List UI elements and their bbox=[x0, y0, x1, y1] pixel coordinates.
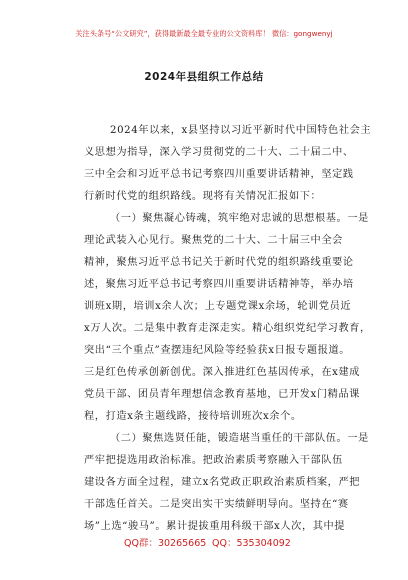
body-line: 精神，聚焦习近平总书记关于新时代党的组织路线重要论 bbox=[84, 257, 354, 268]
body-line: 党员干部、团员青年理想信念教育基地，已开发x门精品课 bbox=[84, 389, 361, 400]
body-line: 2024年以来，x县坚持以习近平新时代中国特色社会主 bbox=[110, 125, 372, 136]
body-line: x万人次。二是集中教育走深走实。精心组织党纪学习教育， bbox=[84, 323, 371, 334]
body-line: 行新时代党的组织路线。现将有关情况汇报如下： bbox=[84, 191, 322, 202]
body-line: （一）聚焦凝心铸魂，筑牢绝对忠诚的思想根基。一是 bbox=[110, 213, 369, 224]
footer-contact bbox=[0, 535, 408, 549]
body-line: 三中全会和习近平总书记考察四川重要讲话精神，坚定践 bbox=[84, 169, 354, 180]
body-line: 场”上选“骏马”。累计提拔重用科级干部x人次，其中提 bbox=[84, 521, 346, 532]
body-line: 干部选任首关。二是突出实干实绩鲜明导向。坚持在“赛 bbox=[84, 499, 349, 510]
body-line: 严牢把提选用政治标准。把政治素质考察融入干部队伍 bbox=[84, 455, 343, 466]
body-line: 程，打造x条主题线路，接待培训班次x余个。 bbox=[84, 411, 302, 422]
body-line: 训班x期，培训x余人次；上专题党课x余场，轮训党员近 bbox=[84, 301, 352, 312]
body-line: 建设各方面全过程，建立x名党政正职政治素质档案，严把 bbox=[84, 477, 361, 488]
body-line: 理论武装入心见行。聚焦党的二十大、二十届三中全会 bbox=[84, 235, 343, 246]
qq-group-number: QQ群：30265665 bbox=[124, 538, 207, 549]
body-line: （二）聚焦选贤任能，锻造堪当重任的干部队伍。一是 bbox=[110, 433, 369, 444]
qq-number: QQ：535304092 bbox=[212, 538, 291, 549]
body-line: 义思想为指导，深入学习贯彻党的二十大、二十届二中、 bbox=[84, 147, 354, 158]
body-line: 述，聚焦习近平总书记考察四川重要讲话精神等，举办培 bbox=[84, 279, 354, 290]
body-line: 突出“三个重点”查摆违纪风险等经验获x日报专题报道。 bbox=[84, 345, 351, 356]
promo-banner: 关注头条号“公文研究”，获得最新最全最专业的公文资料库！ 微信：gongwenyj bbox=[75, 29, 333, 38]
body-line: 三是红色传承创新创优。深入推进红色基因传承，在x建成 bbox=[84, 367, 361, 378]
document-title: 2024年县组织工作总结 bbox=[144, 71, 264, 83]
